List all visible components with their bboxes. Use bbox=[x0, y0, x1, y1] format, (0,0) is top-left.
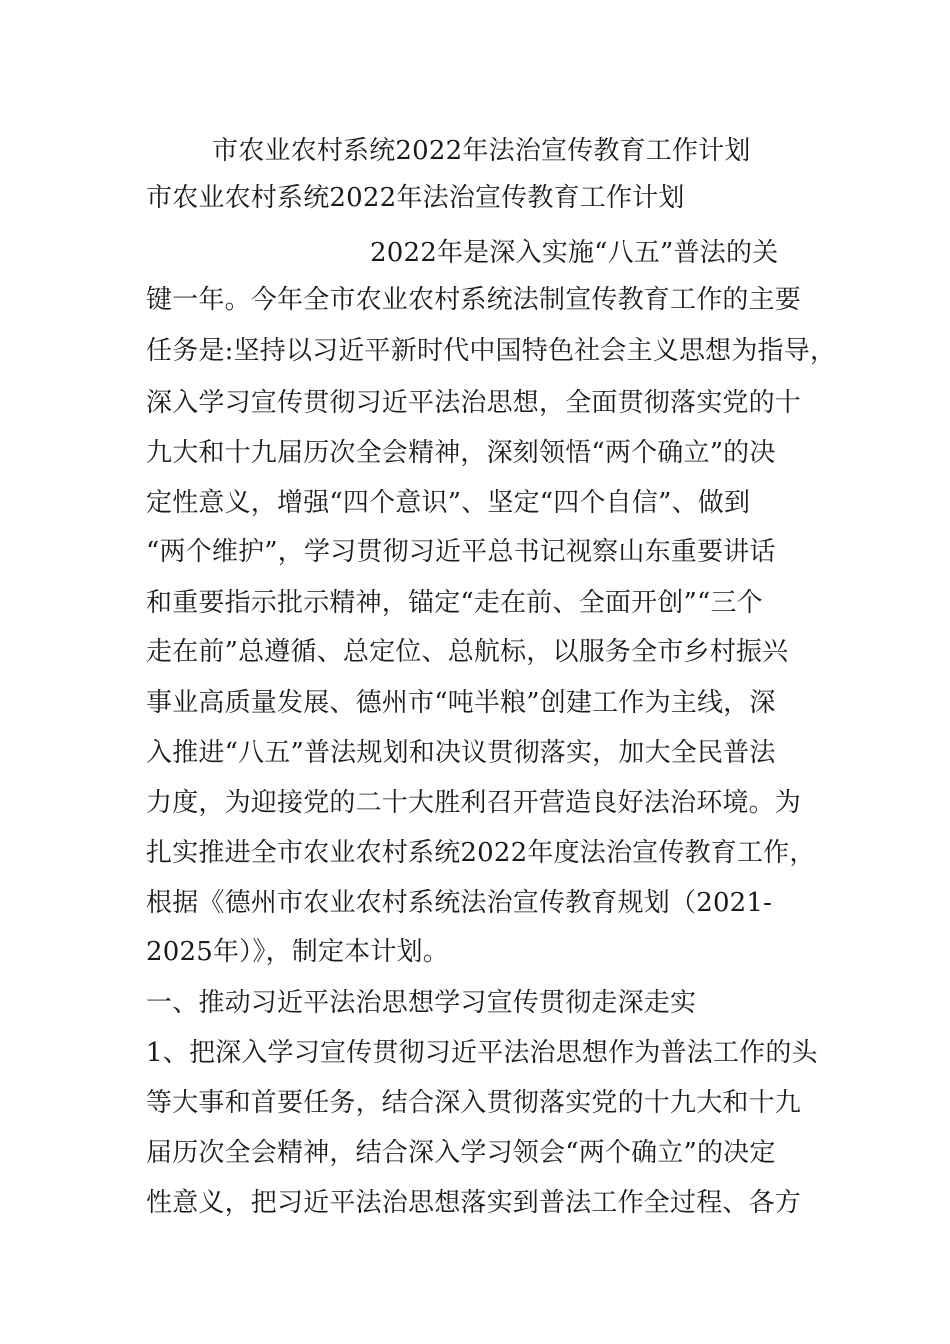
paragraph-line: 届历次全会精神，结合深入学习领会“两个确立”的决定 bbox=[146, 1138, 776, 1168]
paragraph-line: 键一年。今年全市农业农村系统法制宣传教育工作的主要 bbox=[146, 285, 802, 315]
paragraph-line: 走在前”总遵循、总定位、总航标，以服务全市乡村振兴 bbox=[146, 637, 789, 667]
paragraph-line: 深入学习宣传贯彻习近平法治思想，全面贯彻落实党的十 bbox=[146, 388, 802, 418]
paragraph-line: 九大和十九届历次全会精神，深刻领悟“两个确立”的决 bbox=[146, 438, 776, 468]
paragraph-line: 1、把深入学习宣传贯彻习近平法治思想作为普法工作的头 bbox=[146, 1038, 818, 1068]
paragraph-line: 根据《德州市农业农村系统法治宣传教育规划（2021- bbox=[146, 888, 773, 918]
paragraph-line: 2022年是深入实施“八五”普法的关 bbox=[370, 238, 779, 268]
document-subtitle: 市农业农村系统2022年法治宣传教育工作计划 bbox=[146, 183, 685, 213]
paragraph-line: 定性意义，增强“四个意识”、坚定“四个自信”、做到 bbox=[146, 488, 751, 518]
paragraph-line: 入推进“八五”普法规划和决议贯彻落实，加大全民普法 bbox=[146, 738, 776, 768]
paragraph-line: 等大事和首要任务，结合深入贯彻落实党的十九大和十九 bbox=[146, 1088, 802, 1118]
paragraph-line: “两个维护”，学习贯彻习近平总书记视察山东重要讲话 bbox=[146, 537, 776, 567]
paragraph-line: 任务是:坚持以习近平新时代中国特色社会主义思想为指导， bbox=[146, 336, 837, 366]
document-title: 市农业农村系统2022年法治宣传教育工作计划 bbox=[212, 136, 751, 166]
paragraph-line: 和重要指示批示精神，锚定“走在前、全面开创”“三个 bbox=[146, 588, 763, 618]
section-heading: 一、推动习近平法治思想学习宣传贯彻走深走实 bbox=[146, 988, 697, 1018]
paragraph-line: 2025年）》，制定本计划。 bbox=[146, 937, 449, 967]
paragraph-line: 事业高质量发展、德州市“吨半粮”创建工作为主线，深 bbox=[146, 688, 776, 718]
paragraph-line: 扎实推进全市农业农村系统2022年度法治宣传教育工作， bbox=[146, 838, 816, 868]
paragraph-line: 力度，为迎接党的二十大胜利召开营造良好法治环境。为 bbox=[146, 788, 802, 818]
paragraph-line: 性意义，把习近平法治思想落实到普法工作全过程、各方 bbox=[146, 1188, 802, 1218]
